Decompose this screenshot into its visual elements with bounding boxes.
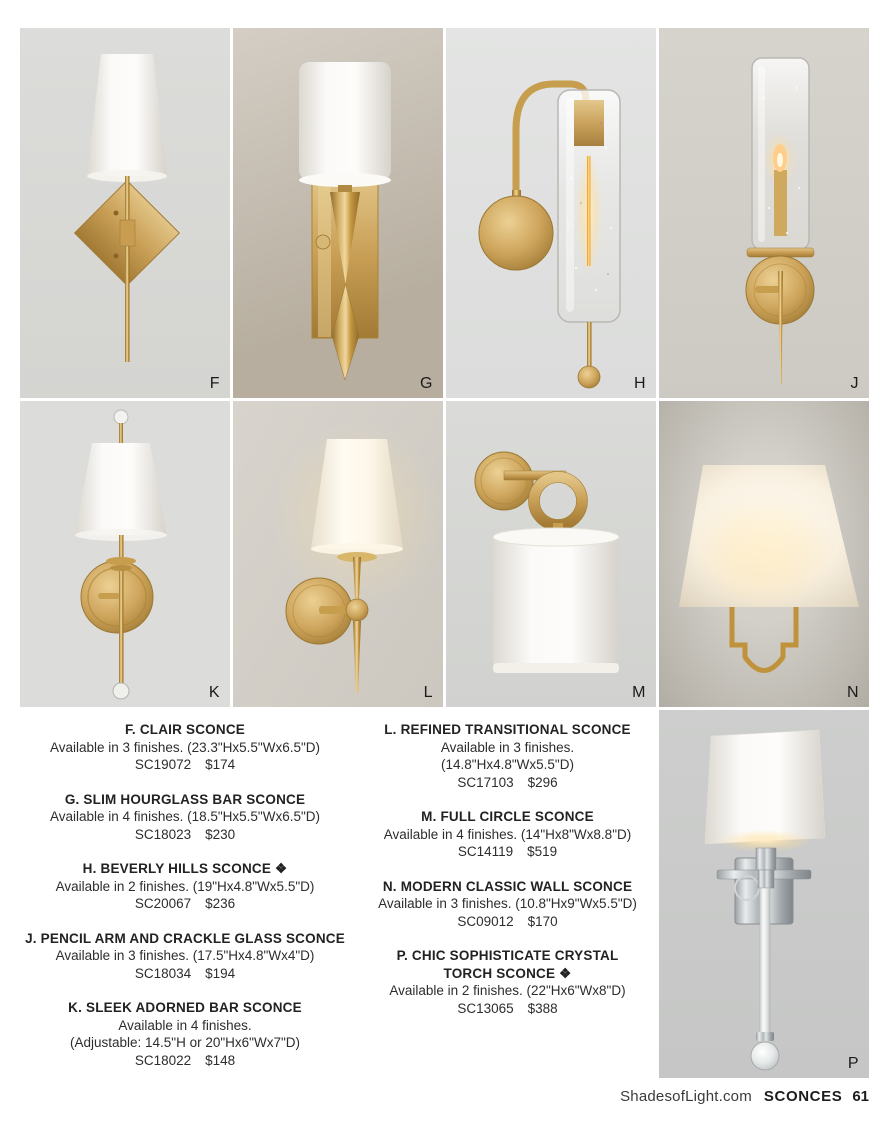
product-photo-h: [446, 28, 656, 398]
product-sku-n: SC09012: [457, 913, 514, 929]
product-availability-n: Available in 3 finishes. (10.8"Hx9"Wx5.5"D): [378, 896, 637, 911]
product-sku-k: SC18022: [134, 1052, 192, 1068]
sconce-image-slim-hourglass: [233, 28, 443, 398]
product-letter-n: N: [846, 684, 859, 701]
product-sku-price-h: [20, 895, 350, 913]
product-info-m: [355, 808, 660, 861]
product-price-g: $230: [205, 826, 236, 842]
sconce-image-clair: [20, 28, 230, 398]
product-letter-h: H: [633, 375, 646, 392]
product-info-j: [20, 930, 350, 983]
product-sku-f: SC19072: [134, 757, 192, 772]
product-availability-l: Available in 3 finishes.: [440, 739, 575, 755]
product-info-column-right: [355, 721, 660, 1034]
sconce-image-full-circle: [446, 401, 656, 707]
footer-page-number: 61: [852, 1088, 869, 1105]
product-sku-price-m: [355, 843, 660, 861]
product-title-g: G. SLIM HOURGLASS BAR SCONCE: [64, 791, 306, 807]
product-availability-f: Available in 3 finishes. (23.3"Hx5.5"Wx6.5"D): [50, 739, 320, 755]
product-sku-price-p: [355, 1000, 660, 1018]
product-sku-price-g: [20, 826, 350, 844]
product-letter-l: L: [423, 684, 433, 701]
product-price-j: $194: [205, 965, 236, 981]
sconce-image-refined-transitional: [233, 401, 443, 707]
product-price-f: $174: [205, 757, 236, 772]
product-price-p: $388: [527, 1000, 558, 1016]
product-letter-f: F: [209, 375, 220, 392]
product-title-f: F. CLAIR SCONCE: [124, 722, 245, 737]
product-availability-g: Available in 4 finishes. (18.5"Hx5.5"Wx6.5"D): [50, 809, 320, 824]
product-info-h: [20, 860, 350, 913]
product-photo-f: [20, 28, 230, 398]
product-photo-m: [446, 401, 656, 707]
footer-website: ShadesofLight.com: [620, 1088, 752, 1105]
page-footer: [620, 1088, 869, 1105]
product-price-h: $236: [205, 896, 236, 911]
product-photo-j: [659, 28, 869, 398]
product-title-k: K. SLEEK ADORNED BAR SCONCE: [68, 1000, 302, 1015]
product-sku-g: SC18023: [134, 826, 192, 842]
product-info-p: [355, 947, 660, 1017]
product-info-l: [355, 721, 660, 791]
product-photo-l: [233, 401, 443, 707]
sconce-image-beverly-hills: [446, 28, 656, 398]
product-dimensions-l: (14.8"Hx4.8"Wx5.5"D): [441, 757, 574, 772]
product-letter-m: M: [632, 684, 646, 701]
product-info-g: [20, 791, 350, 844]
product-title-l: L. REFINED TRANSITIONAL SCONCE: [384, 722, 631, 737]
product-sku-j: SC18034: [134, 965, 192, 981]
product-photo-n: [659, 401, 869, 707]
sconce-image-crystal-torch: [659, 710, 869, 1078]
sconce-image-pencil-arm: [659, 28, 869, 398]
product-title-n: N. MODERN CLASSIC WALL SCONCE: [382, 878, 633, 894]
product-price-k: $148: [205, 1052, 236, 1068]
product-price-m: $519: [527, 844, 558, 859]
product-title-m: M. FULL CIRCLE SCONCE: [421, 809, 594, 824]
product-sku-price-n: [355, 913, 660, 931]
product-sku-price-f: [20, 756, 350, 774]
product-letter-p: P: [847, 1055, 859, 1072]
product-title-j: J. PENCIL ARM AND CRACKLE GLASS SCONCE: [25, 930, 345, 946]
product-letter-g: G: [420, 375, 433, 392]
product-dimensions-k: (Adjustable: 14.5"H or 20"Hx6"Wx7"D): [69, 1035, 300, 1050]
sconce-image-modern-classic: [659, 401, 869, 707]
product-sku-l: SC17103: [457, 774, 514, 790]
product-photo-p: [659, 710, 869, 1078]
product-sku-price-l: [355, 774, 660, 792]
product-sku-price-k: [20, 1052, 350, 1070]
product-availability-p: Available in 2 finishes. (22"Hx6"Wx8"D): [389, 983, 626, 998]
product-letter-k: K: [208, 684, 220, 701]
product-title-h: H. BEVERLY HILLS SCONCE ❖: [82, 861, 288, 876]
product-availability-j: Available in 3 finishes. (17.5"Hx4.8"Wx4"D): [55, 948, 315, 963]
product-title-p: P. CHIC SOPHISTICATE CRYSTAL TORCH SCONCE ❖: [396, 948, 619, 981]
product-availability-h: Available in 2 finishes. (19"Hx4.8"Wx5.5"D): [55, 878, 315, 894]
product-info-column-left: [20, 721, 350, 1086]
product-letter-j: J: [850, 375, 859, 392]
product-photo-g: [233, 28, 443, 398]
product-info-n: [355, 878, 660, 931]
product-availability-m: Available in 4 finishes. (14"Hx8"Wx8.8"D): [383, 826, 632, 842]
sconce-image-sleek-adorned: [20, 401, 230, 707]
product-price-l: $296: [527, 774, 558, 790]
product-sku-h: SC20067: [134, 896, 192, 911]
product-info-f: [20, 721, 350, 774]
product-sku-p: SC13065: [457, 1000, 514, 1016]
product-availability-k: Available in 4 finishes.: [118, 1017, 252, 1033]
product-sku-price-j: [20, 965, 350, 983]
product-photo-k: [20, 401, 230, 707]
product-sku-m: SC14119: [457, 844, 514, 859]
product-info-k: [20, 999, 350, 1069]
product-price-n: $170: [527, 913, 558, 929]
footer-section-title: SCONCES: [763, 1088, 843, 1105]
